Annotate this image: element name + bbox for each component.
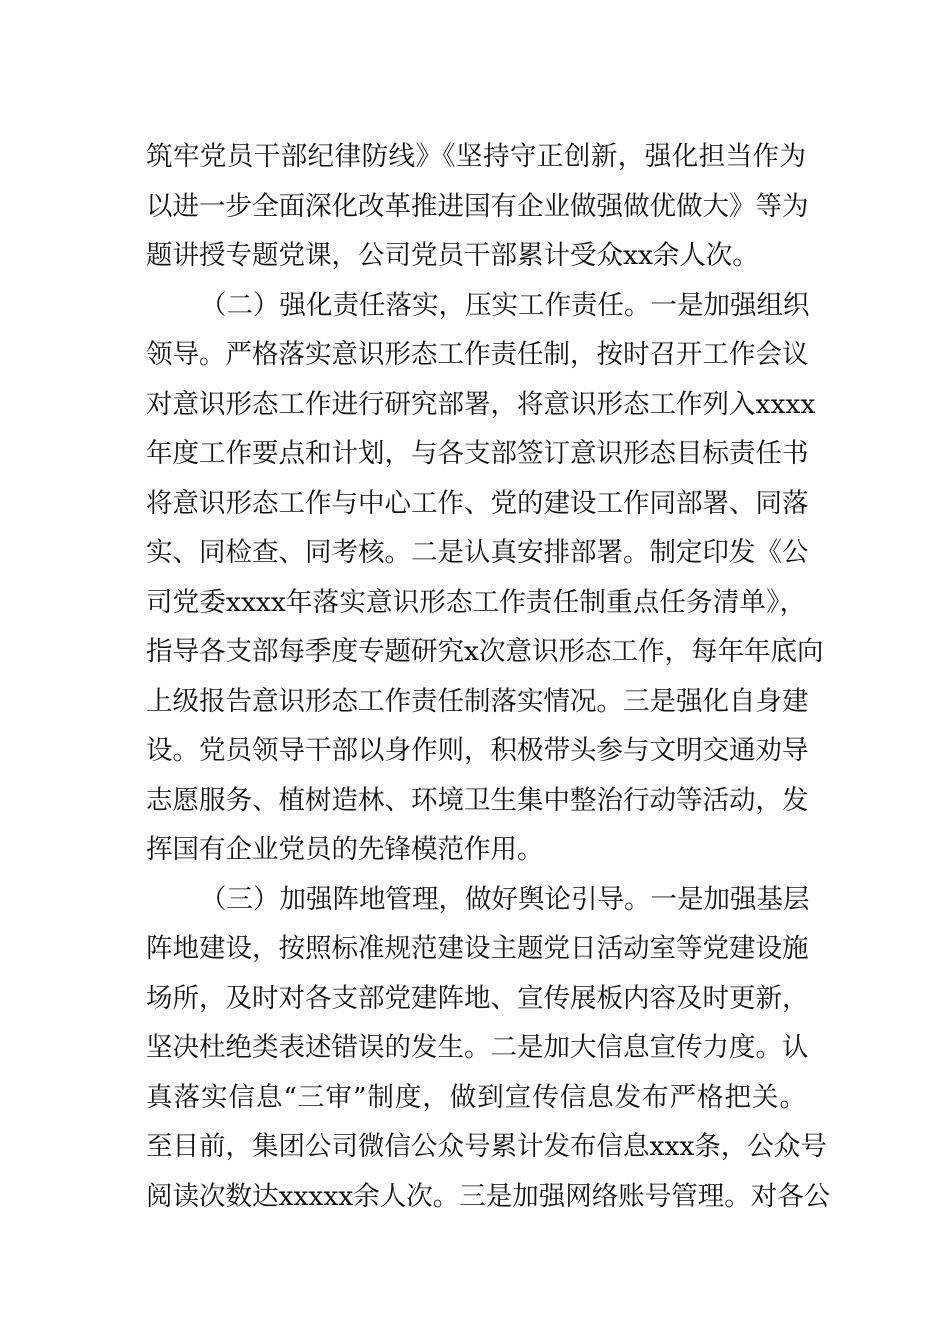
text-line-9: 实、同检查、同考核。二是认真安排部署。制定印发《公 (146, 537, 809, 568)
text-line-12: 上级报告意识形态工作责任制落实情况。三是强化自身建 (146, 685, 809, 717)
text-line-1: 筑牢党员干部纪律防线》《坚持守正创新，强化担当作为 (146, 141, 806, 172)
text-line-10: 司党委xxxx年落实意识形态工作责任制重点任务清单》， (146, 586, 806, 618)
text-line-17: 阵地建设，按照标准规范建设主题党日活动室等党建设施 (146, 933, 809, 964)
text-line-20: 真落实信息“三审”制度，做到宣传信息发布严格把关。 (146, 1081, 806, 1113)
text-line-3: 题讲授专题党课，公司党员干部累计受众xx余人次。 (146, 240, 759, 271)
text-line-2: 以进一步全面深化改革推进国有企业做强做优做大》等为 (146, 190, 809, 222)
text-line-7: 年度工作要点和计划，与各支部签订意识形态目标责任书 (146, 438, 809, 469)
text-line-11: 指导各支部每季度专题研究x次意识形态工作，每年年底向 (146, 636, 824, 667)
text-line-21: 至目前，集团公司微信公众号累计发布信息xxx条，公众号 (146, 1131, 827, 1162)
text-line-22: 阅读次数达xxxxx余人次。三是加强网络账号管理。对各公 (146, 1180, 831, 1212)
text-line-14: 志愿服务、植树造林、环境卫生集中整治行动等活动，发 (146, 784, 809, 816)
text-line-13: 设。党员领导干部以身作则，积极带头参与文明交通劝导 (146, 735, 809, 766)
text-line-18: 场所，及时对各支部党建阵地、宣传展板内容及时更新， (146, 982, 809, 1014)
text-line-6: 对意识形态工作进行研究部署，将意识形态工作列入xxxx (146, 388, 816, 420)
text-line-8: 将意识形态工作与中心工作、党的建设工作同部署、同落 (146, 487, 809, 519)
paragraph-heading-2: （二）强化责任落实，压实工作责任。一是加强组织 (200, 289, 810, 321)
paragraph-heading-3: （三）加强阵地管理，做好舆论引导。一是加强基层 (200, 883, 810, 915)
text-line-15: 挥国有企业党员的先锋模范作用。 (146, 834, 544, 865)
text-line-5: 领导。严格落实意识形态工作责任制，按时召开工作会议 (146, 339, 809, 370)
text-line-19: 坚决杜绝类表述错误的发生。二是加大信息宣传力度。认 (146, 1032, 809, 1063)
document-body (146, 132, 831, 1221)
